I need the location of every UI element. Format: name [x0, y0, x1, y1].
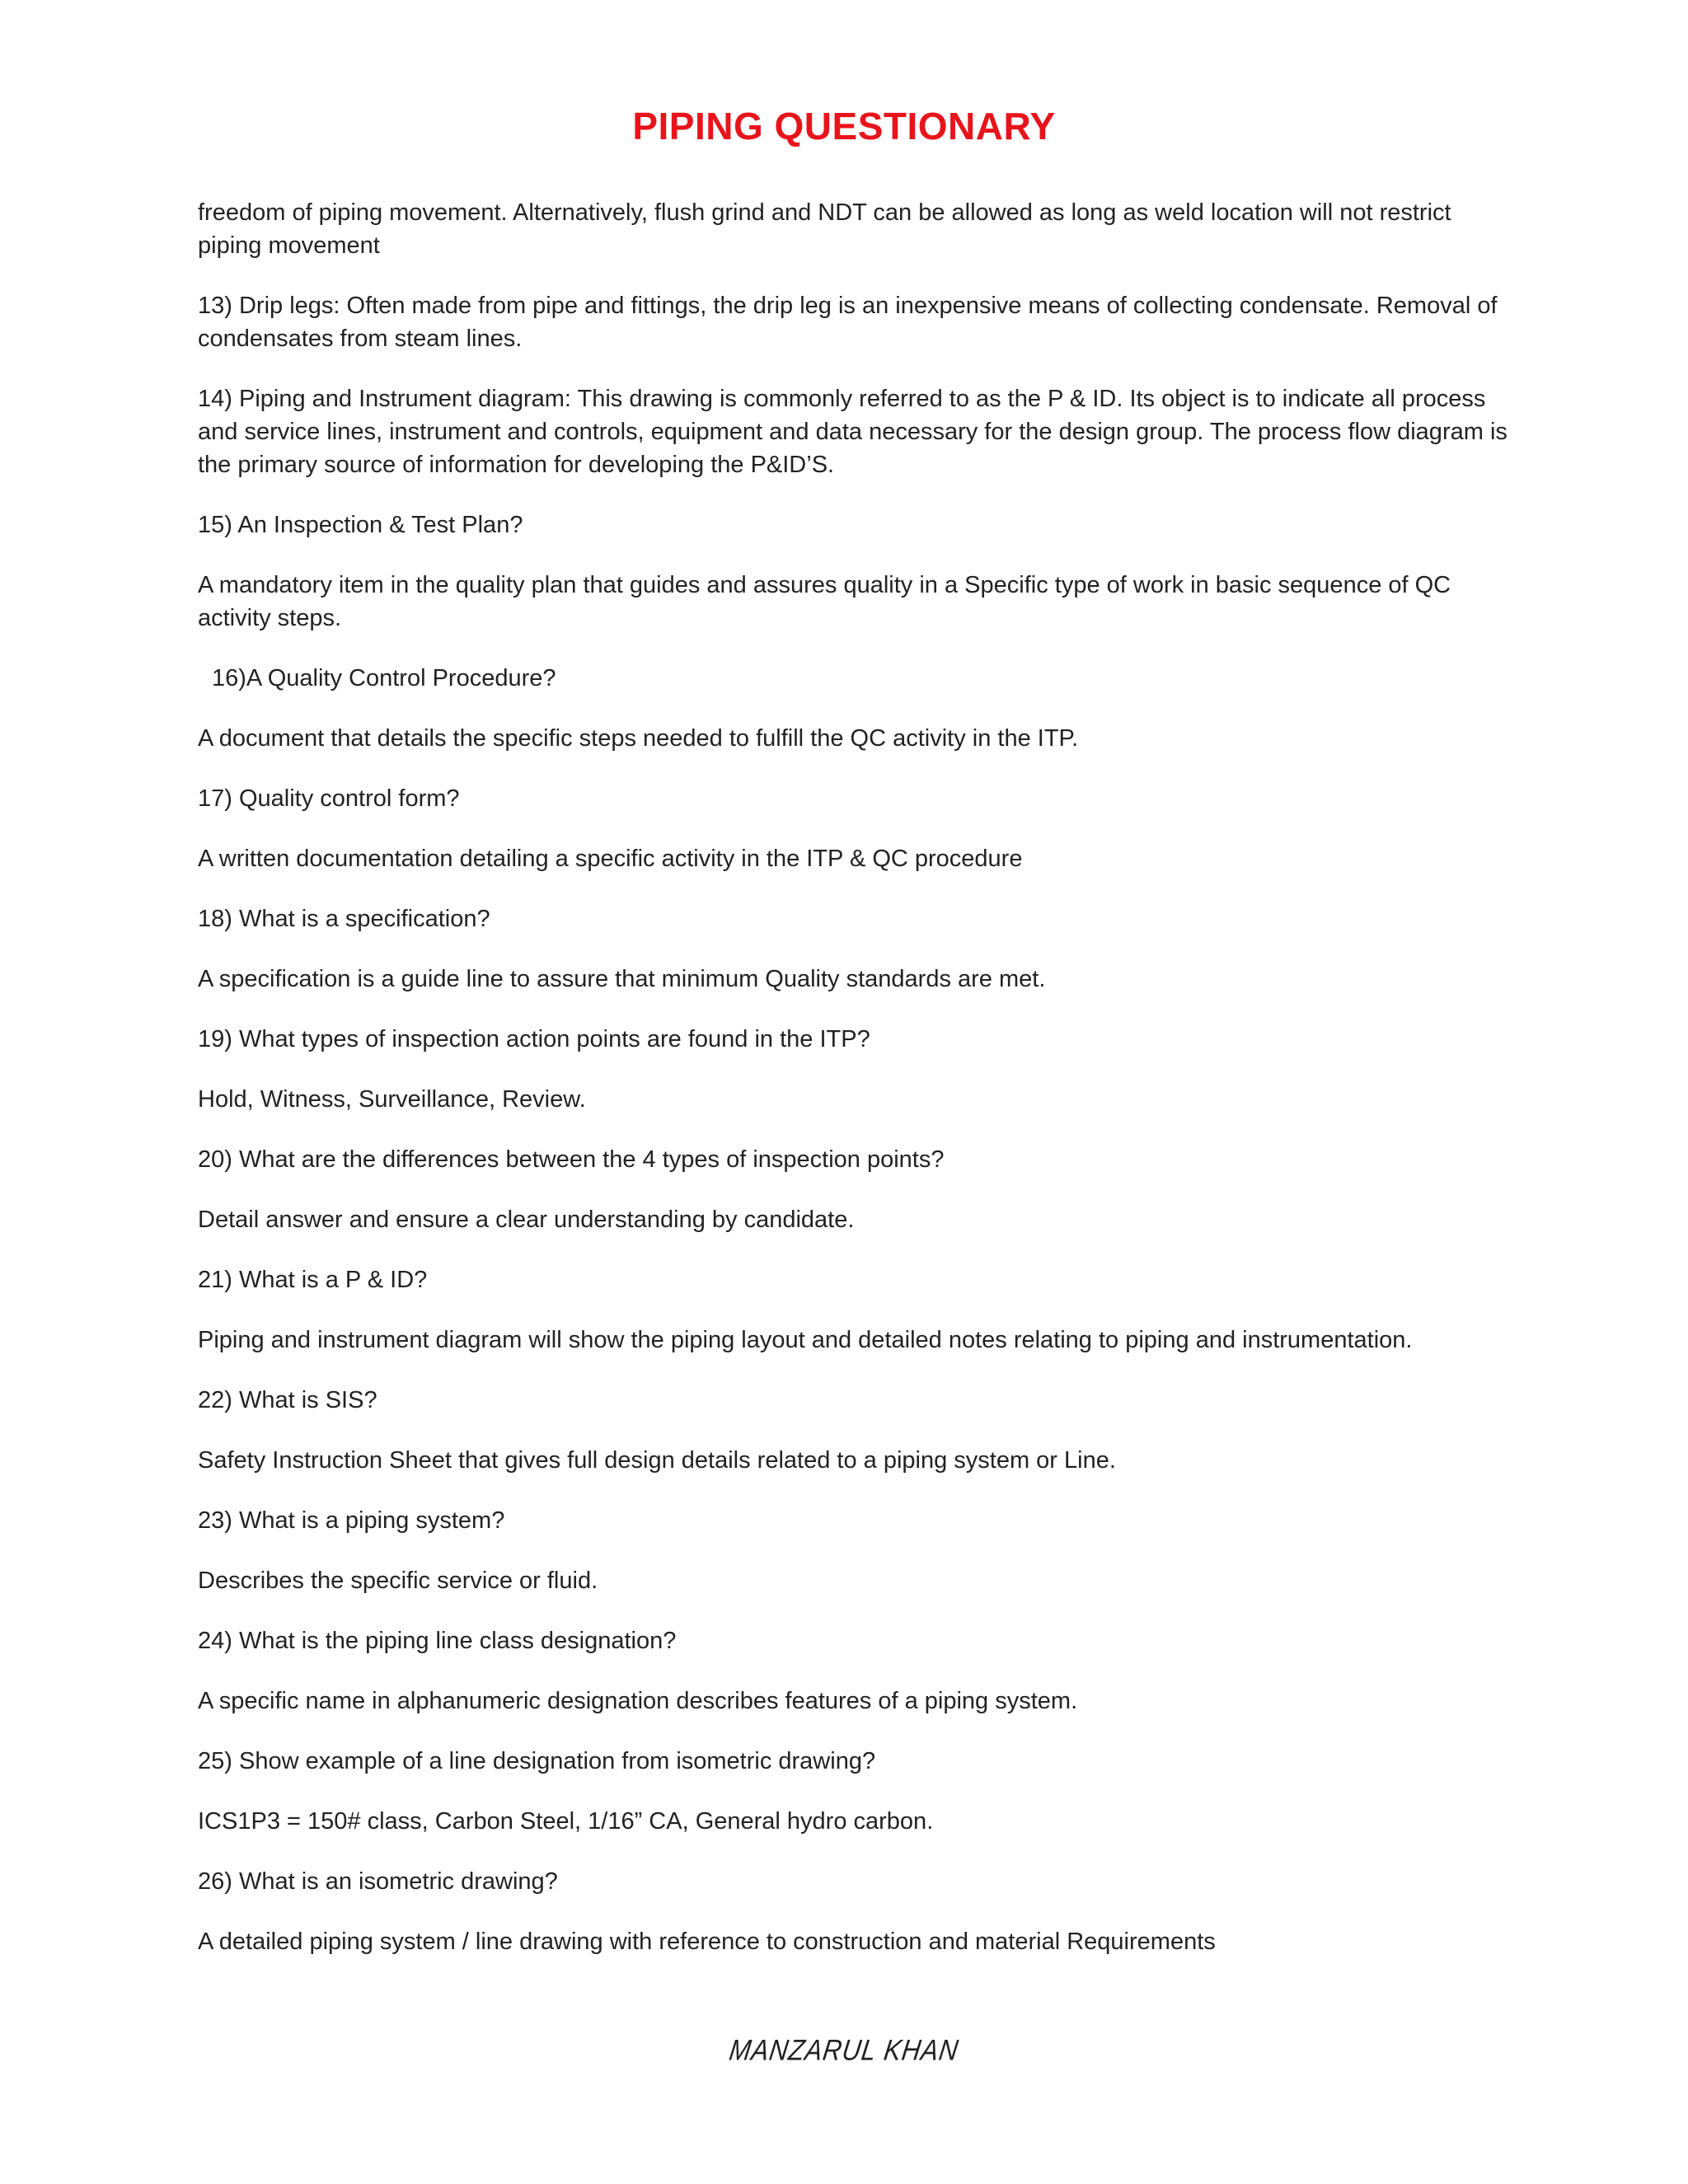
answer-19: Hold, Witness, Surveillance, Review. [198, 1086, 586, 1113]
answer-24: A specific name in alphanumeric designation describes features of a piping system. [198, 1688, 1078, 1714]
answer-23: Describes the specific service or fluid. [198, 1568, 598, 1594]
page-title: PIPING QUESTIONARY [632, 105, 1056, 148]
answer-25: ICS1P3 = 150# class, Carbon Steel, 1/16” CA, General hydro carbon. [198, 1808, 934, 1835]
answer-26: A detailed piping system / line drawing with reference to construction and material Requirements [198, 1929, 1216, 1955]
answer-21: Piping and instrument diagram will show the piping layout and detailed notes relating to piping and instrumentation. [198, 1327, 1413, 1353]
answer-17: A written documentation detailing a specific activity in the ITP & QC procedure [198, 846, 1023, 872]
question-22: 22) What is SIS? [198, 1387, 377, 1413]
answer-16: A document that details the specific steps needed to fulfill the QC activity in the ITP. [198, 725, 1079, 752]
question-24: 24) What is the piping line class designation? [198, 1628, 677, 1654]
document-body [198, 196, 1517, 1985]
answer-20: Detail answer and ensure a clear understanding by candidate. [198, 1207, 855, 1233]
footer-author: MANZARUL KHAN [727, 2033, 961, 2067]
question-25: 25) Show example of a line designation from isometric drawing? [198, 1748, 876, 1774]
question-20: 20) What are the differences between the 4 types of inspection points? [198, 1146, 945, 1173]
question-17: 17) Quality control form? [198, 785, 460, 812]
question-26: 26) What is an isometric drawing? [198, 1868, 558, 1895]
question-18: 18) What is a specification? [198, 906, 490, 932]
paragraph-continuation: freedom of piping movement. Alternatively, flush grind and NDT can be allowed as long as weld location will not restrict piping movement [198, 199, 1451, 259]
answer-22: Safety Instruction Sheet that gives full design details related to a piping system or Line. [198, 1447, 1116, 1474]
question-19: 19) What types of inspection action points are found in the ITP? [198, 1026, 870, 1052]
question-23: 23) What is a piping system? [198, 1507, 505, 1534]
paragraph-13-drip-legs: 13) Drip legs: Often made from pipe and fittings, the drip leg is an inexpensive means of collecting condensate. Removal of condensates from steam lines. [198, 293, 1498, 352]
question-15: 15) An Inspection & Test Plan? [198, 512, 523, 538]
question-16: 16)A Quality Control Procedure? [212, 665, 556, 691]
answer-15: A mandatory item in the quality plan that guides and assures quality in a Specific type of work in basic sequence of QC activity steps. [198, 572, 1451, 631]
question-21: 21) What is a P & ID? [198, 1267, 428, 1293]
paragraph-14-pid: 14) Piping and Instrument diagram: This drawing is commonly referred to as the P & ID. Its object is to indicate all process and service lines, instrument and controls, equipment and data necessary for the design group. The process flow diagram is the primary source of information for developing the P&ID’S. [198, 386, 1507, 478]
answer-18: A specification is a guide line to assure that minimum Quality standards are met. [198, 966, 1046, 992]
